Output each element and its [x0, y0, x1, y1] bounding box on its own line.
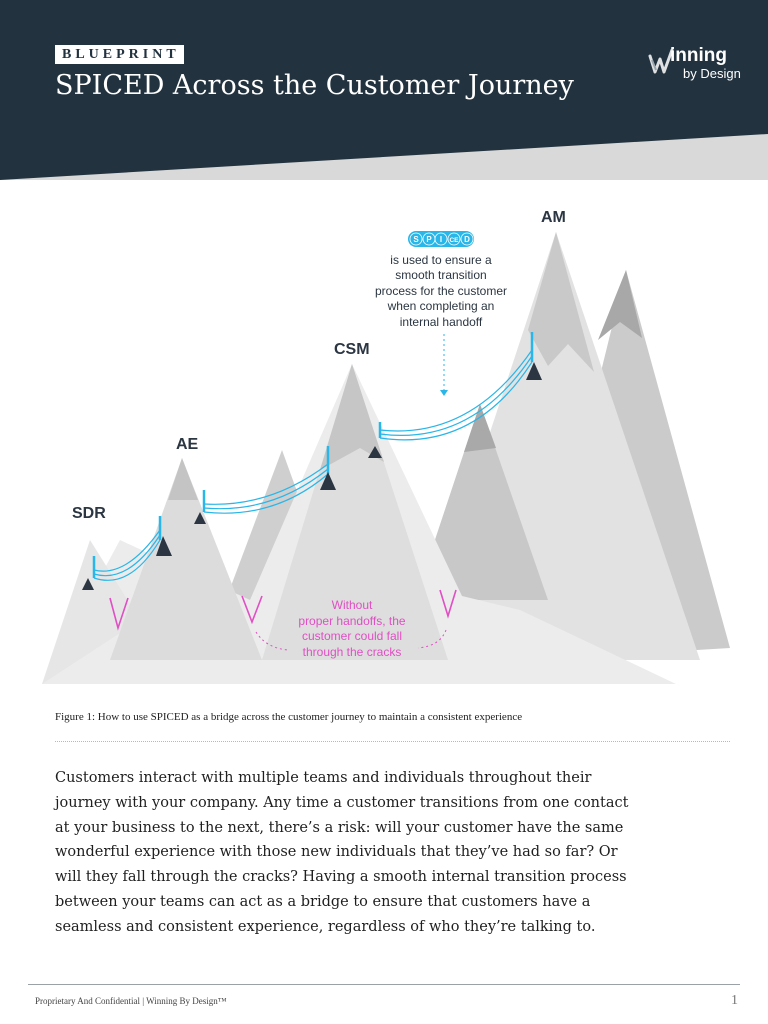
label-am: AM: [541, 209, 566, 226]
page-number: 1: [731, 993, 738, 1008]
body-paragraph-text: Customers interact with multiple teams and individuals throughout their journey with your company. Any time a customer transitions from one contact at your business to the next, there’s a risk: will your customer have the same wonderful experience with those new individuals that they’ve had so far? Or will they fall through the cracks? Having a smooth internal transition process between your teams can act as a bridge to ensure that customers have a seamless and consistent experience, regardless of who they’re talking to.: [55, 770, 629, 935]
cracks-note-line: proper handoffs, the: [298, 614, 406, 628]
header: [0, 0, 768, 180]
label-csm: CSM: [334, 341, 370, 358]
figure-caption: Figure 1: How to use SPICED as a bridge across the customer journey to maintain a consistent experience: [55, 711, 523, 723]
spiced-letter-ce: CE: [449, 237, 459, 244]
handoff-note-line: smooth transition: [395, 268, 487, 282]
spiced-badge: [408, 231, 474, 247]
footer-confidential: Proprietary And Confidential | Winning By Design™: [35, 996, 227, 1006]
footer-divider: [28, 984, 740, 985]
handoff-note: [375, 253, 507, 329]
body-paragraph: [55, 766, 635, 940]
cracks-note-line: through the cracks: [302, 645, 402, 659]
spiced-letter-d: D: [464, 235, 470, 244]
winning-by-design-logo: [648, 46, 748, 86]
spiced-letter-s: S: [413, 235, 419, 244]
spiced-letter-p: P: [426, 235, 432, 244]
label-ae: AE: [176, 436, 199, 453]
handoff-note-line: when completing an: [387, 299, 495, 313]
handoff-note-line: process for the customer: [374, 284, 508, 298]
label-sdr: SDR: [72, 505, 106, 522]
handoff-note-line: internal handoff: [399, 315, 483, 329]
logo-text-winning: inning: [670, 45, 727, 66]
logo-text-by-design: by Design: [683, 66, 741, 81]
blueprint-label: BLUEPRINT: [55, 45, 184, 64]
caption-divider: [55, 741, 730, 742]
page-title: SPICED Across the Customer Journey: [55, 70, 574, 101]
customer-journey-figure: [0, 180, 768, 700]
handoff-note-line: is used to ensure a: [390, 253, 492, 267]
spiced-letter-i: I: [439, 235, 443, 244]
cracks-note-line: customer could fall: [301, 629, 403, 643]
cracks-note-line: Without: [331, 598, 373, 612]
